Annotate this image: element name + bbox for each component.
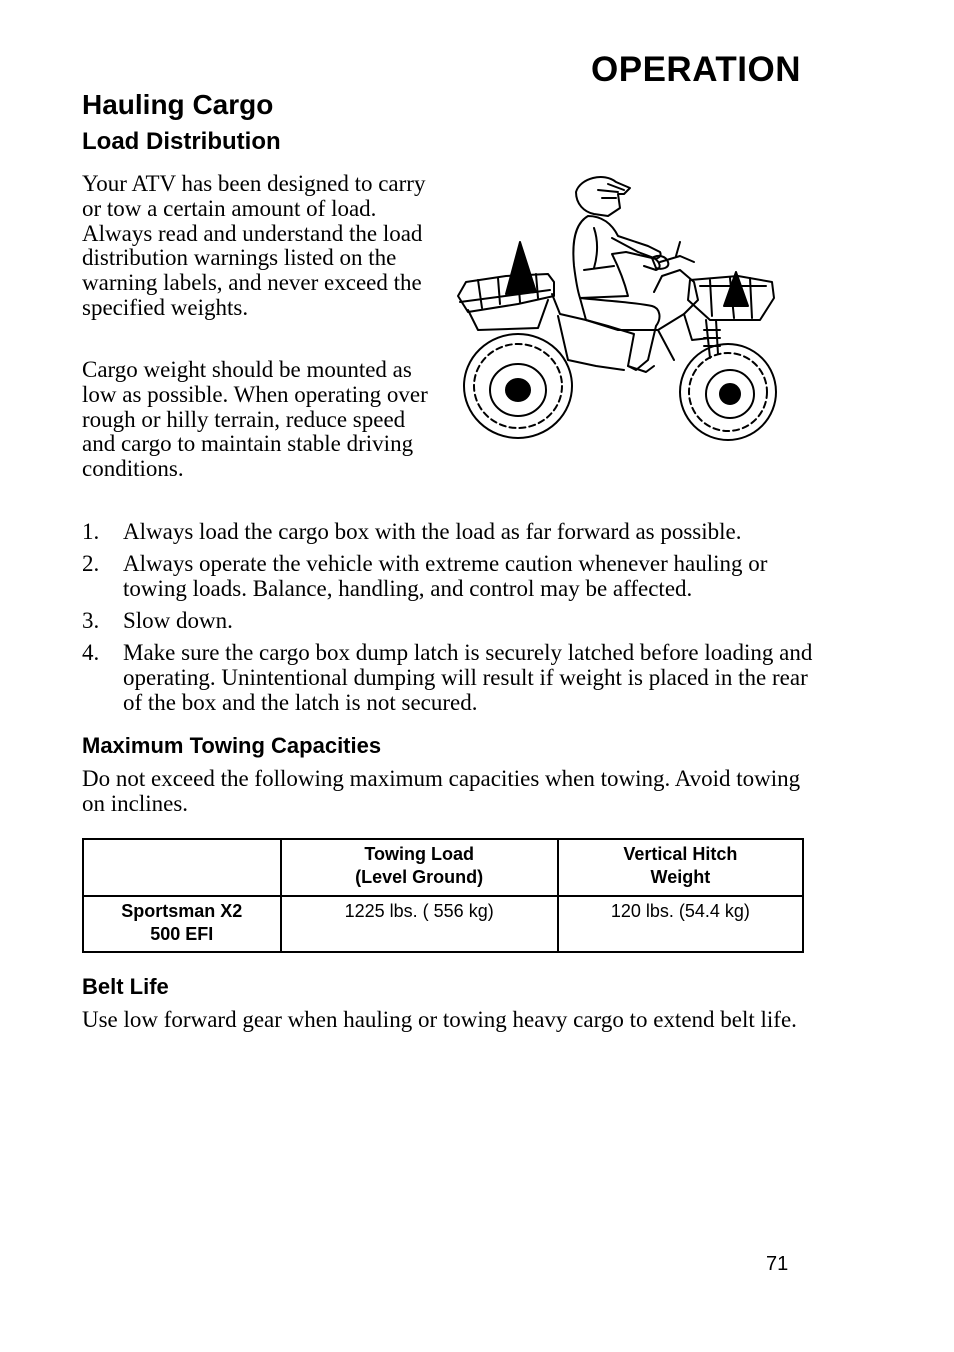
load-distribution-paragraph-2: Cargo weight should be mounted as low as possible. When operating over rough or hilly terrain, reduce speed and cargo to maintain stable driving conditions. — [82, 357, 428, 482]
loading-rules-list — [82, 519, 822, 722]
list-item-text: Always load the cargo box with the load as far forward as possible. — [123, 519, 742, 544]
list-item-text: Always operate the vehicle with extreme caution whenever hauling or towing loads. Balance, handling, and control may be affected. — [123, 551, 768, 601]
list-item-number: 1. — [82, 519, 100, 544]
front-wheel — [680, 344, 776, 440]
towing-capacity-table — [82, 838, 804, 953]
list-item — [82, 640, 822, 715]
rear-load-marker — [506, 242, 536, 294]
load-distribution-heading: Load Distribution — [82, 128, 281, 155]
belt-life-text: Use low forward gear when hauling or towing heavy cargo to extend belt life. — [82, 1007, 797, 1032]
table-header-row — [83, 839, 803, 896]
load-distribution-paragraph-1: Your ATV has been designed to carry or tow a certain amount of load. Always read and understand the load distribution warnings listed on the warning labels, and never exceed the specified weights. — [82, 171, 426, 320]
list-item — [82, 551, 822, 601]
table-cell-hitch-weight: 120 lbs. (54.4 kg) — [558, 896, 803, 952]
table-header-cell — [83, 839, 281, 896]
list-item-number: 4. — [82, 640, 100, 665]
belt-life-heading: Belt Life — [82, 974, 169, 999]
table-row — [83, 896, 803, 952]
table-header-cell: Towing Load (Level Ground) — [281, 839, 558, 896]
list-item-text: Make sure the cargo box dump latch is securely latched before loading and operating. Unintentional dumping will result if weight is placed in the rear of the box and the latch is not secured. — [123, 640, 813, 715]
table-header-cell: Vertical Hitch Weight — [558, 839, 803, 896]
towing-intro: Do not exceed the following maximum capacities when towing. Avoid towing on inclines. — [82, 766, 801, 816]
list-item-number: 2. — [82, 551, 100, 576]
towing-heading: Maximum Towing Capacities — [82, 733, 382, 758]
table-cell-towing-load: 1225 lbs. ( 556 kg) — [281, 896, 558, 952]
page-number: 71 — [766, 1253, 789, 1275]
page-title: Hauling Cargo — [82, 89, 274, 120]
helmet — [576, 177, 630, 216]
atv-rider-illustration — [448, 170, 780, 442]
section-header: OPERATION — [591, 50, 801, 89]
list-item — [82, 519, 822, 544]
rear-wheel — [464, 334, 572, 438]
list-item — [82, 608, 822, 633]
list-item-text: Slow down. — [123, 608, 233, 633]
list-item-number: 3. — [82, 608, 100, 633]
rider-legs — [580, 298, 659, 370]
table-cell-model: Sportsman X2 500 EFI — [83, 896, 281, 952]
rider-torso — [573, 216, 660, 298]
